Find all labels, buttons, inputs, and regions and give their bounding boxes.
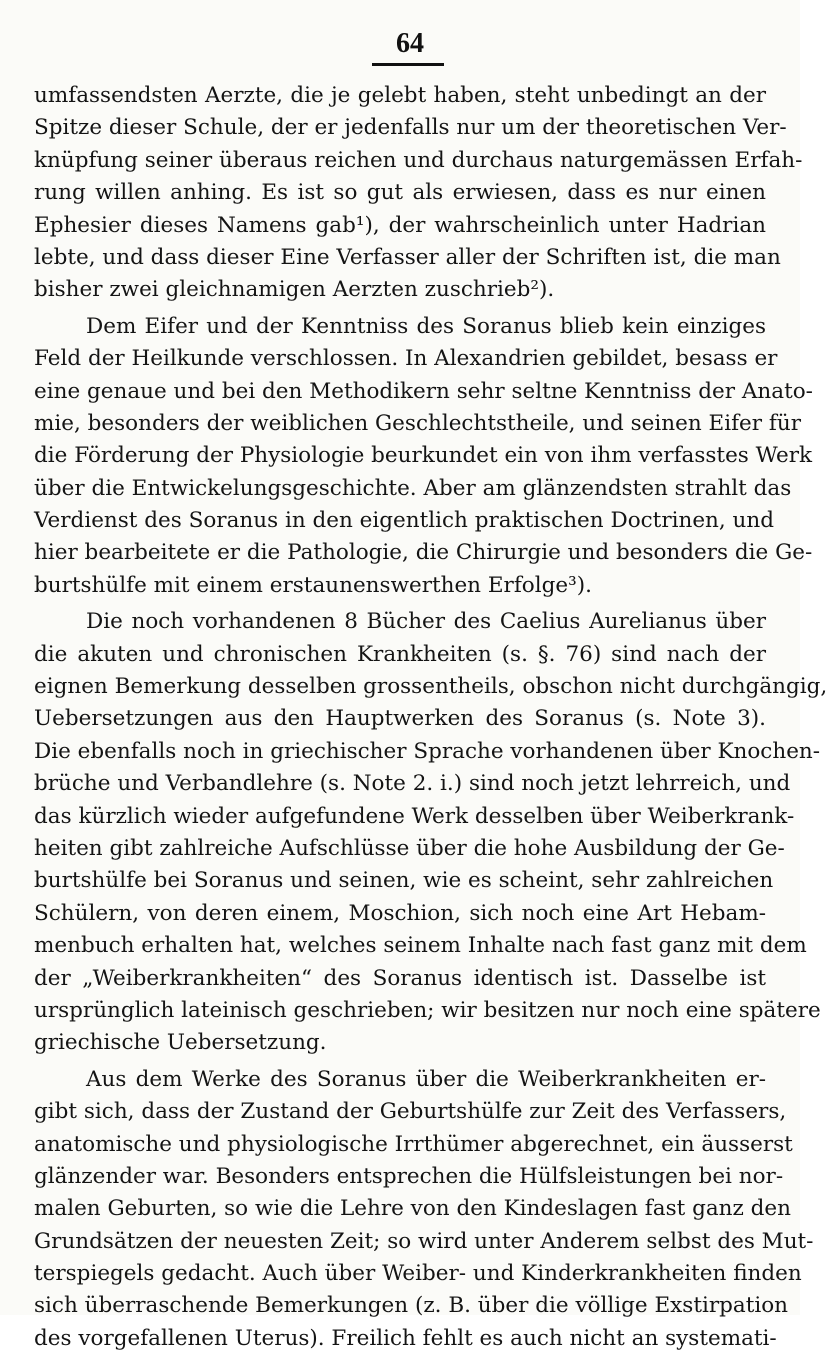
text-line: anatomische und physiologische Irrthümer abgerechnet, ein äusserst [34,1131,793,1157]
text-line: ursprünglich lateinisch geschrieben; wir besitzen nur noch eine spätere [34,997,821,1023]
text-line: gibt sich, dass der Zustand der Geburtshülfe zur Zeit des Verfassers, [34,1099,787,1125]
text-line: die akuten und chronischen Krankheiten (s. §. 76) sind nach der [34,641,766,667]
text-line: umfassendsten Aerzte, die je gelebt haben, steht unbedingt an der [34,83,766,108]
paragraph [34,1064,814,1355]
text-line: lebte, und dass dieser Eine Verfasser aller der Schriften ist, die man [34,244,781,270]
text-line: Die noch vorhandenen 8 Bücher des Caelius Aurelianus über [86,609,766,635]
text-line: heiten gibt zahlreiche Aufschlüsse über die hohe Ausbildung der Ge- [34,835,785,861]
text-line: Ephesier dieses Namens gab¹), der wahrscheinlich unter Hadrian [34,212,766,238]
text-line: Spitze dieser Schule, der er jedenfalls nur um der theoretischen Ver- [34,115,787,141]
text-line: die Förderung der Physiologie beurkundet ein von ihm verfasstes Werk [34,443,813,469]
text-line: das kürzlich wieder aufgefundene Werk desselben über Weiberkrank- [34,803,795,829]
text-line: Grundsätzen der neuesten Zeit; so wird unter Anderem selbst des Mut- [34,1228,814,1254]
text-line: eignen Bemerkung desselben grossentheils, obschon nicht durchgängig, [34,674,827,700]
text-line: mie, besonders der weiblichen Geschlechtstheile, und seinen Eifer für [34,410,801,436]
text-line: griechische Uebersetzung. [34,1030,327,1056]
text-line: knüpfung seiner überaus reichen und durchaus naturgemässen Erfah- [34,147,803,173]
text-line: Uebersetzungen aus den Hauptwerken des Soranus (s. Note 3). [34,706,766,732]
text-line: Schülern, von deren einem, Moschion, sich noch eine Art Hebam- [34,900,766,926]
paragraph [34,606,827,1059]
paragraph [34,311,813,603]
text-line: Die ebenfalls noch in griechischer Sprache vorhandenen über Knochen- [34,738,821,764]
text-line: bisher zwei gleichnamigen Aerzten zuschrieb²). [34,277,555,303]
text-line: rung willen anhing. Es ist so gut als erwiesen, dass es nur einen [34,180,766,206]
text-line: Dem Eifer und der Kenntniss des Soranus blieb kein einziges [86,313,766,339]
text-line: Feld der Heilkunde verschlossen. In Alexandrien gebildet, besass er [34,346,778,372]
page-number: 64 [396,28,424,59]
text-line: eine genaue und bei den Methodikern sehr seltne Kenntniss der Anato- [34,378,813,404]
text-line: der „Weiberkrankheiten“ des Soranus identisch ist. Dasselbe ist [34,965,766,991]
text-line: hier bearbeitete er die Pathologie, die Chirurgie und besonders die Ge- [34,540,813,566]
text-line: burtshülfe bei Soranus und seinen, wie es scheint, sehr zahlreichen [34,868,774,894]
paragraph [34,80,803,307]
text-line: brüche und Verbandlehre (s. Note 2. i.) sind noch jetzt lehrreich, und [34,771,791,797]
text-line: des vorgefallenen Uterus). Freilich fehlt es auch nicht an systemati- [34,1325,777,1351]
text-line: Aus dem Werke des Soranus über die Weiberkrankheiten er- [86,1066,766,1092]
text-line: glänzender war. Besonders entsprechen die Hülfsleistungen bei nor- [34,1163,784,1189]
text-line: sich überraschende Bemerkungen (z. B. über die völlige Exstirpation [34,1293,789,1319]
text-line: malen Geburten, so wie die Lehre von den Kindeslagen fast ganz den [34,1196,791,1222]
page-number-rule [372,63,444,66]
text-line: Verdienst des Soranus in den eigentlich praktischen Doctrinen, und [34,508,775,534]
text-line: terspiegels gedacht. Auch über Weiber- und Kinderkrankheiten finden [34,1261,802,1287]
body-text [34,80,827,1355]
text-line: menbuch erhalten hat, welches seinem Inhalte nach fast ganz mit dem [34,933,807,959]
text-line: über die Entwickelungsgeschichte. Aber am glänzendsten strahlt das [34,475,792,501]
text-line: burtshülfe mit einem erstaunenswerthen Erfolge³). [34,572,592,598]
